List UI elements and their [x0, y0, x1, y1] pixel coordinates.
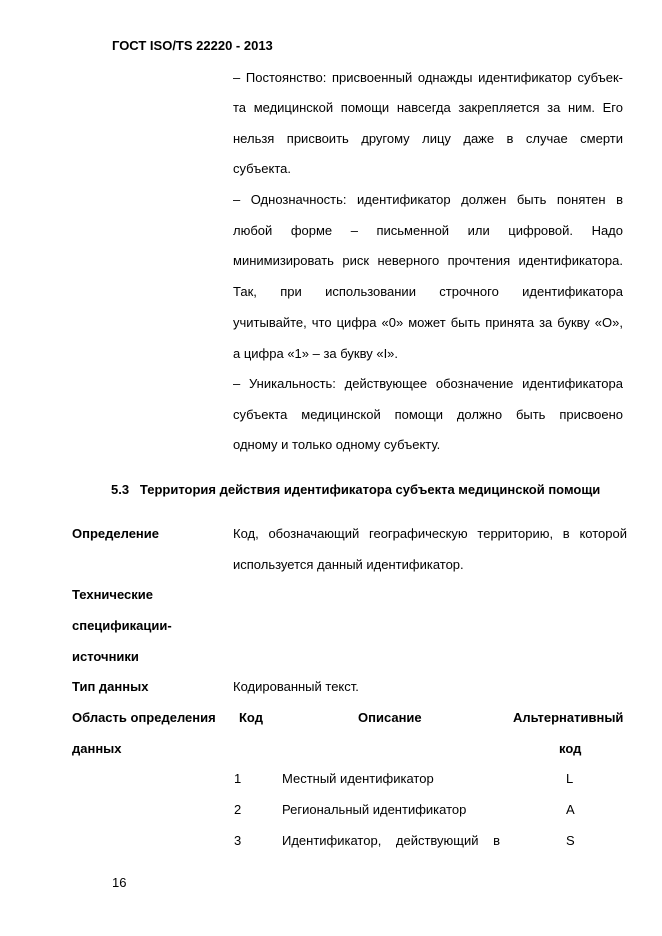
section-number: 5.3: [111, 482, 130, 497]
table-cell-alt: L: [566, 771, 574, 786]
data-type-label: Тип данных: [72, 679, 149, 694]
domain-label: данных: [72, 741, 122, 756]
definition-line: Код, обозначающий географическую территорию, в которой: [233, 526, 627, 541]
intro-line: одному и только одному субъекту.: [233, 437, 441, 452]
tech-spec-label: спецификации-: [72, 618, 172, 633]
table-cell-code: 1: [234, 771, 242, 786]
definition-label: Определение: [72, 526, 160, 541]
intro-line: субъекта.: [233, 161, 291, 176]
tech-spec-label: источники: [72, 649, 139, 664]
intro-line: нельзя присвоить другому лицу даже в случае смерти: [233, 131, 623, 146]
table-cell-description: Идентификатор, действующий в: [282, 833, 500, 848]
data-type-value: Кодированный текст.: [233, 679, 359, 694]
intro-line: любой форме – письменной или цифровой. Надо: [233, 223, 623, 238]
section-heading: [111, 482, 600, 497]
table-header-alt: Альтернативный: [513, 710, 624, 725]
intro-line: субъекта медицинской помощи должно быть присвоено: [233, 407, 623, 422]
definition-line: используется данный идентификатор.: [233, 557, 464, 572]
intro-line: – Однозначность: идентификатор должен быть понятен в: [233, 192, 623, 207]
intro-line: Так, при использовании строчного идентификатора: [233, 284, 623, 299]
section-title: Территория действия идентификатора субъекта медицинской помощи: [139, 482, 601, 497]
table-cell-description: Местный идентификатор: [282, 771, 434, 786]
intro-line: минимизировать риск неверного прочтения идентификатора.: [233, 253, 623, 268]
table-cell-alt: A: [566, 802, 575, 817]
table-cell-alt: S: [566, 833, 575, 848]
domain-label: Область определения: [72, 710, 216, 725]
intro-line: – Уникальность: действующее обозначение идентификатора: [233, 376, 623, 391]
intro-line: – Постоянство: присвоенный однажды идентификатор субъек-: [233, 70, 623, 85]
table-cell-code: 2: [234, 802, 242, 817]
table-header-code: Код: [239, 710, 263, 725]
table-header-description: Описание: [358, 710, 422, 725]
table-cell-code: 3: [234, 833, 242, 848]
table-header-alt: код: [559, 741, 582, 756]
intro-line: учитывайте, что цифра «0» может быть принята за букву «О»,: [233, 315, 623, 330]
table-cell-description: Региональный идентификатор: [282, 802, 467, 817]
page-number: 16: [112, 875, 127, 890]
tech-spec-label: Технические: [72, 587, 153, 602]
intro-line: та медицинской помощи навсегда закрепляется за ним. Его: [233, 100, 623, 115]
document-header: ГОСТ ISO/TS 22220 - 2013: [112, 38, 273, 53]
intro-line: а цифра «1» – за букву «I».: [233, 346, 399, 361]
